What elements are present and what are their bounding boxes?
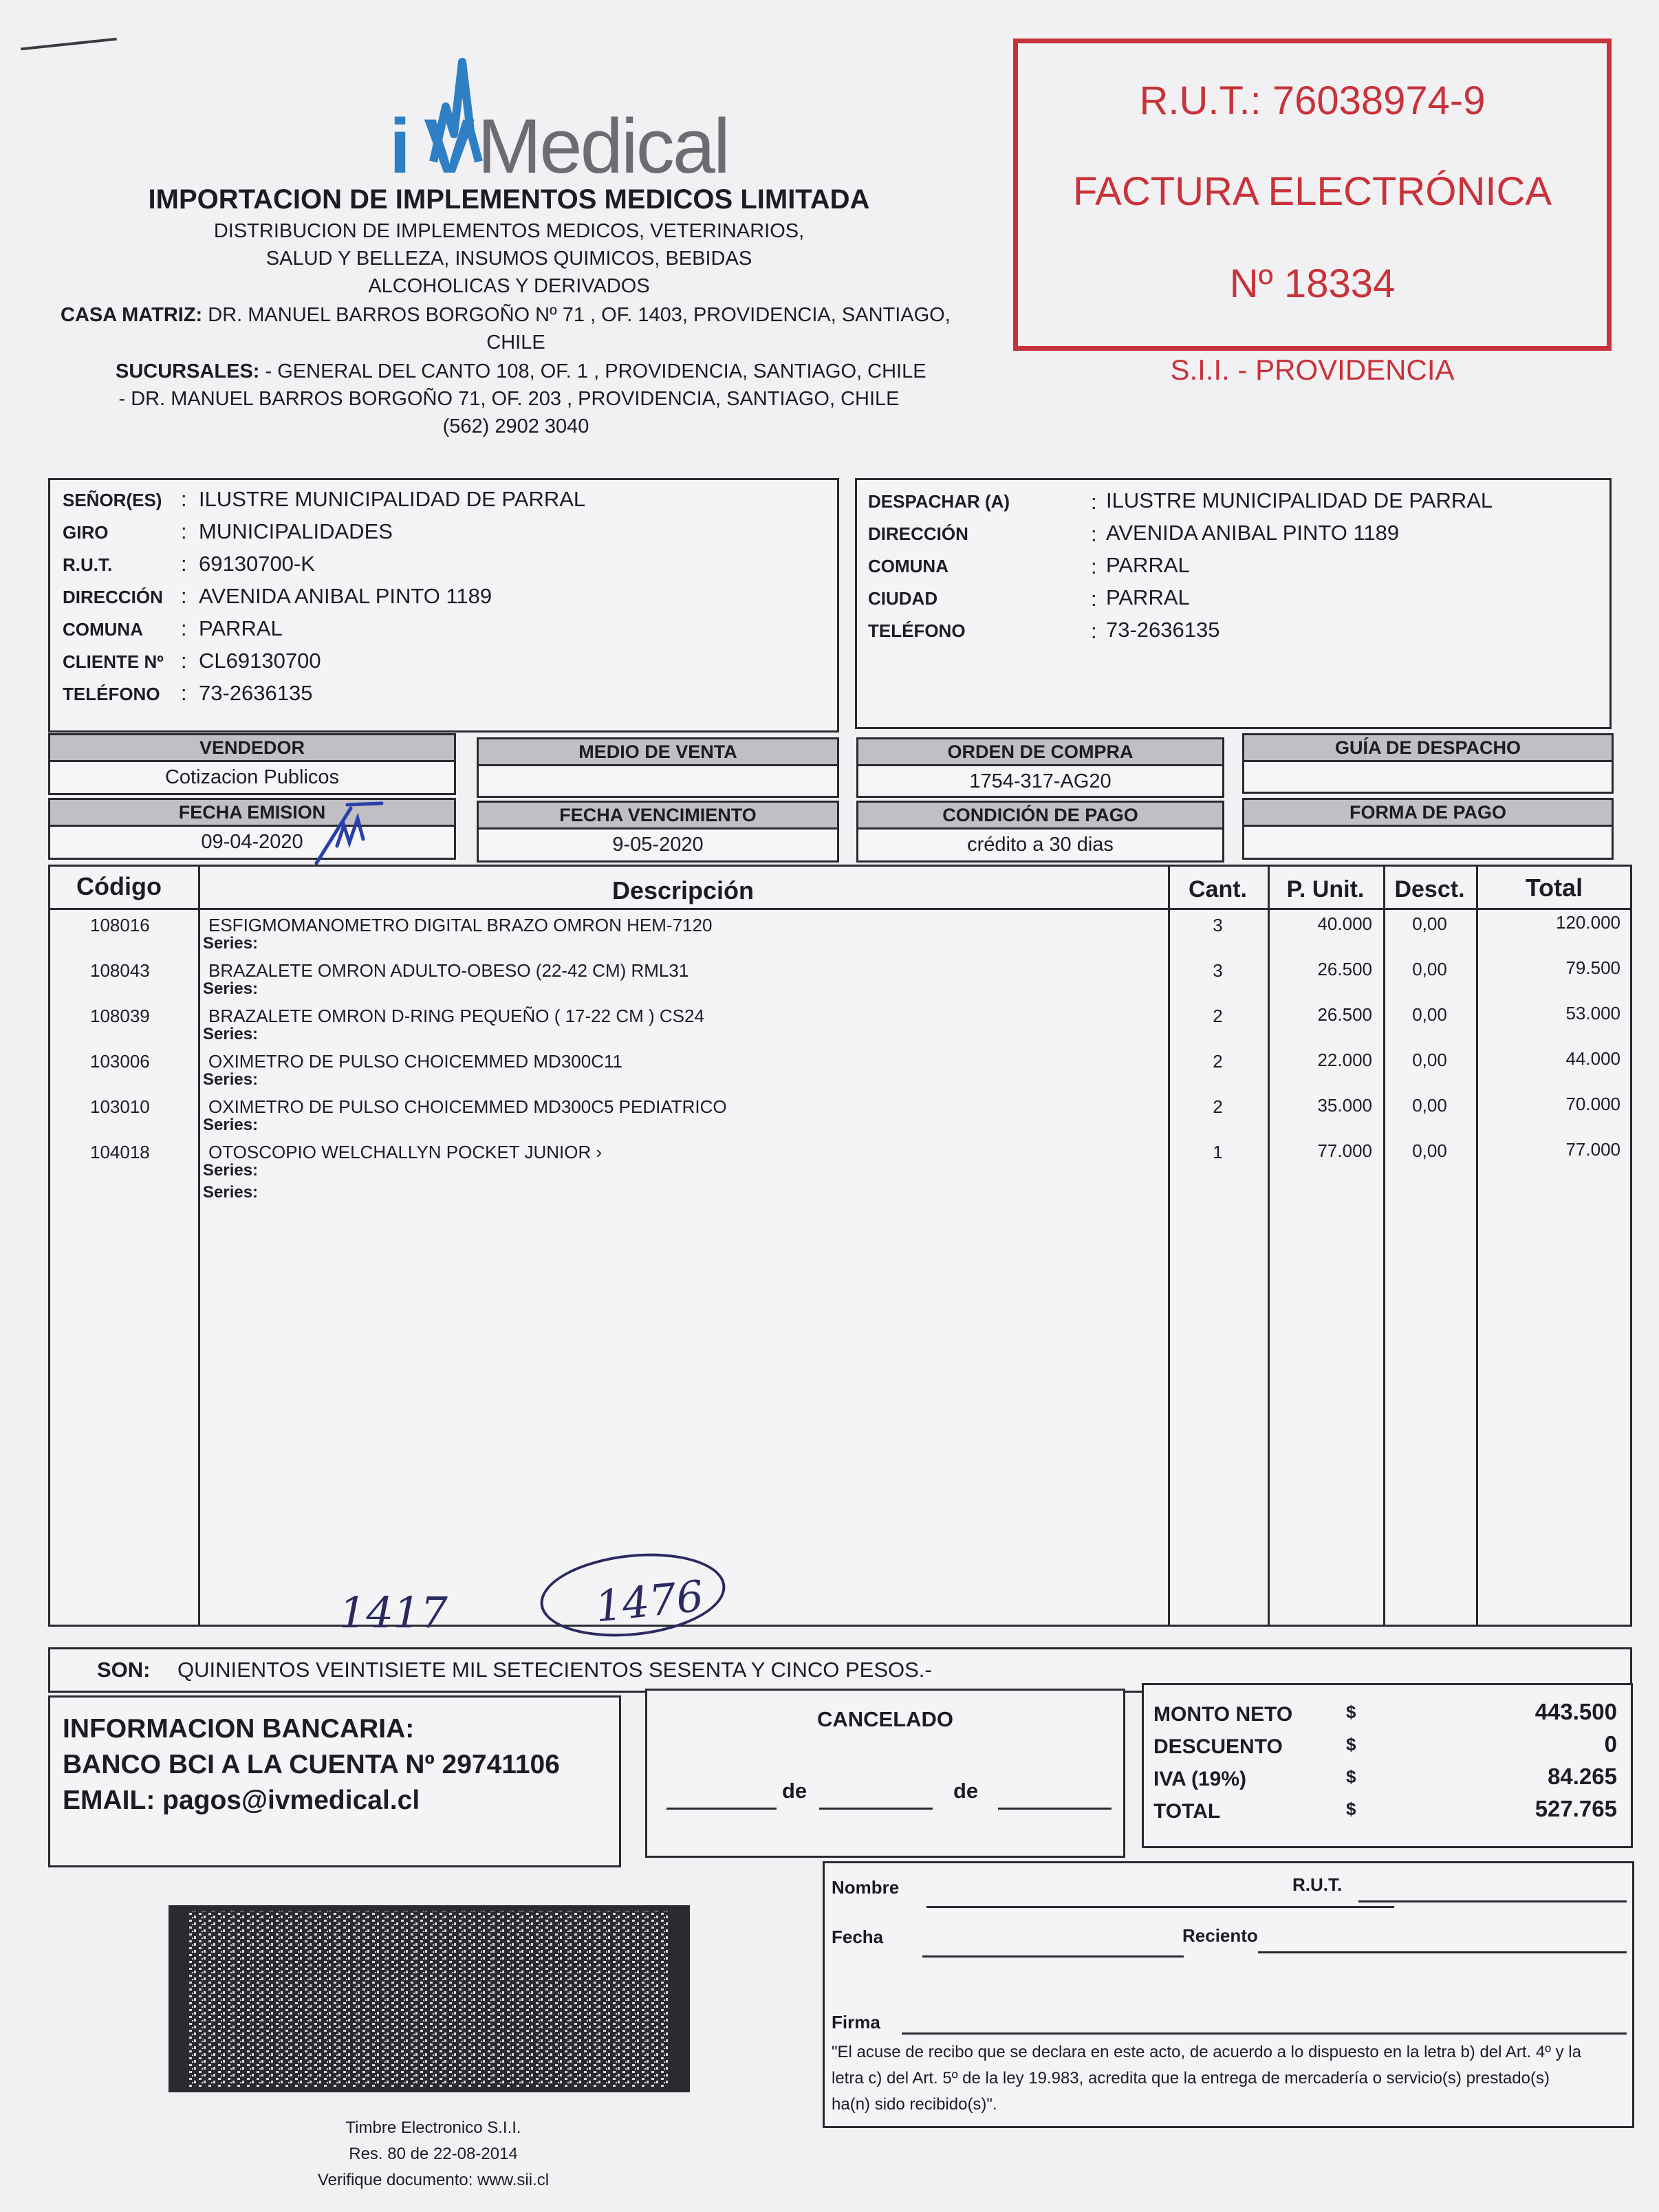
receipt-firma-line	[902, 2032, 1627, 2035]
item-qty: 3	[1213, 960, 1223, 981]
vendedor-header: VENDEDOR	[48, 733, 456, 762]
barcode-pattern	[169, 1905, 690, 2092]
condicion-pago-value: crédito a 30 dias	[856, 830, 1224, 863]
client-value: MUNICIPALIDADES	[199, 519, 393, 543]
client-label: R.U.T.	[63, 554, 113, 575]
client-colon: :	[181, 519, 187, 543]
sucursal-2: - DR. MANUEL BARROS BORGOÑO 71, OF. 203 , PROVIDENCIA, SANTIAGO, CHILE	[118, 388, 900, 410]
client-value: 73-2636135	[199, 681, 313, 705]
handwritten-initials	[310, 798, 385, 867]
son-label: SON:	[97, 1658, 151, 1682]
document-type: FACTURA ELECTRÓNICA	[1072, 169, 1552, 214]
totals-value: 84.265	[1548, 1764, 1617, 1789]
item-discount: 0,00	[1412, 1140, 1447, 1161]
totals-currency: $	[1346, 1702, 1356, 1722]
item-discount: 0,00	[1412, 1095, 1447, 1116]
receipt-legal-text: "El acuse de recibo que se declara en este acto, de acuerdo a lo dispuesto en la letra b) del Art. 4º y la letra c) del Art. 5º de la ley 19.983, acredita que la entrega de mercadería o servicio(s) prestado(s) ha(n) sido recibido(s)".	[832, 2043, 1581, 2114]
client-label: SEÑOR(ES)	[63, 490, 162, 510]
dispatch-box	[855, 478, 1612, 729]
totals-label: MONTO NETO	[1153, 1703, 1293, 1726]
bank-line-3: EMAIL: pagos@ivmedical.cl	[63, 1786, 420, 1815]
item-total: 53.000	[1565, 1003, 1620, 1023]
item-total: 120.000	[1556, 912, 1620, 933]
client-label: DIRECCIÓN	[63, 587, 163, 607]
item-unit-price: 26.500	[1317, 959, 1372, 979]
cancelado-title: CANCELADO	[816, 1707, 954, 1731]
casa-matriz	[61, 304, 968, 327]
totals-label: TOTAL	[1153, 1800, 1221, 1823]
client-colon: :	[181, 616, 187, 640]
receipt-recinto-line	[1258, 1951, 1627, 1953]
item-unit-price: 40.000	[1317, 913, 1372, 934]
issuer-rut: R.U.T.: 76038974-9	[1139, 78, 1486, 123]
dispatch-value: PARRAL	[1106, 553, 1190, 577]
item-series-label: Series:	[203, 1183, 259, 1202]
item-total: 77.000	[1565, 1139, 1620, 1160]
sii-office: S.I.I. - PROVIDENCIA	[1170, 354, 1455, 386]
item-code: 103010	[90, 1096, 150, 1117]
client-label: COMUNA	[63, 619, 143, 640]
son-text: QUINIENTOS VEINTISIETE MIL SETECIENTOS SESENTA Y CINCO PESOS.-	[177, 1658, 932, 1682]
sucursales	[116, 360, 941, 383]
timbre-line-2: Res. 80 de 22-08-2014	[349, 2145, 518, 2163]
totals-currency: $	[1346, 1799, 1356, 1819]
handwritten-note-2-text: 1476	[592, 1570, 706, 1632]
company-line2: SALUD Y BELLEZA, INSUMOS QUIMICOS, BEBIDAS	[265, 248, 752, 270]
item-qty: 2	[1213, 1006, 1223, 1026]
totals-box	[1142, 1683, 1633, 1848]
col-sep-desc	[198, 867, 200, 1625]
client-value: AVENIDA ANIBAL PINTO 1189	[199, 584, 492, 608]
orden-compra-header: ORDEN DE COMPRA	[856, 737, 1224, 766]
col-header-desc: Descripción	[611, 876, 755, 904]
client-colon: :	[181, 487, 187, 511]
handwritten-note-2	[536, 1545, 730, 1645]
orden-compra-value: 1754-317-AG20	[856, 766, 1224, 798]
condicion-pago-header: CONDICIÓN DE PAGO	[856, 801, 1224, 830]
cancelado-day-line	[666, 1808, 777, 1810]
item-description: ESFIGMOMANOMETRO DIGITAL BRAZO OMRON HEM-7120	[208, 915, 713, 935]
item-total: 79.500	[1565, 957, 1620, 978]
item-discount: 0,00	[1412, 959, 1447, 979]
timbre-line-1: Timbre Electronico S.I.I.	[345, 2118, 521, 2137]
item-description: BRAZALETE OMRON ADULTO-OBESO (22-42 CM) RML31	[208, 960, 689, 981]
client-colon: :	[181, 584, 187, 608]
item-code: 108039	[90, 1006, 150, 1026]
company-logo	[385, 41, 728, 189]
col-header-total: Total	[1525, 874, 1583, 902]
client-colon: :	[181, 649, 187, 673]
item-total: 70.000	[1565, 1094, 1620, 1114]
item-code: 103006	[90, 1051, 150, 1072]
col-sep-unit	[1268, 867, 1270, 1625]
totals-value: 0	[1604, 1731, 1617, 1757]
dispatch-value: AVENIDA ANIBAL PINTO 1189	[1106, 521, 1400, 545]
receipt-rut-line	[1358, 1900, 1627, 1902]
item-description: OTOSCOPIO WELCHALLYN POCKET JUNIOR ›	[208, 1142, 603, 1162]
item-discount: 0,00	[1412, 1004, 1447, 1025]
totals-label: DESCUENTO	[1153, 1735, 1283, 1758]
receipt-fecha-line	[922, 1955, 1184, 1958]
totals-label: IVA (19%)	[1153, 1768, 1247, 1790]
client-value: CL69130700	[199, 649, 321, 673]
item-code: 108016	[90, 915, 150, 935]
fecha-vencimiento-header: FECHA VENCIMIENTO	[477, 801, 839, 830]
sucursales-label: SUCURSALES:	[116, 360, 260, 382]
item-series-label: Series:	[203, 979, 259, 998]
totals-currency: $	[1346, 1766, 1356, 1787]
dispatch-colon: :	[1091, 490, 1097, 514]
handwritten-note-1: 1417	[339, 1587, 448, 1638]
receipt-firma-label: Firma	[832, 2012, 880, 2032]
receipt-rut-label: R.U.T.	[1292, 1874, 1343, 1895]
pen-mark	[21, 38, 117, 51]
col-header-disc: Desct.	[1394, 876, 1465, 902]
receipt-nombre-label: Nombre	[832, 1877, 900, 1898]
client-box	[48, 478, 839, 733]
logo-v: V	[424, 103, 475, 189]
item-qty: 2	[1213, 1096, 1223, 1117]
cancelado-de-2: de	[953, 1779, 979, 1803]
casa-matriz-country: CHILE	[486, 332, 545, 354]
item-qty: 2	[1213, 1051, 1223, 1072]
item-description: BRAZALETE OMRON D-RING PEQUEÑO ( 17-22 CM ) CS24	[208, 1006, 704, 1026]
dispatch-colon: :	[1091, 587, 1097, 611]
bank-line-2: BANCO BCI A LA CUENTA Nº 29741106	[63, 1750, 560, 1779]
casa-matriz-text: DR. MANUEL BARROS BORGOÑO Nº 71 , OF. 1403, PROVIDENCIA, SANTIAGO,	[208, 304, 951, 326]
guia-despacho-value	[1242, 762, 1614, 794]
receipt-fecha-label: Fecha	[832, 1927, 884, 1947]
col-sep-total	[1476, 867, 1478, 1625]
item-unit-price: 35.000	[1317, 1095, 1372, 1116]
receipt-recinto-label: Reciento	[1182, 1925, 1258, 1946]
client-colon: :	[181, 552, 187, 576]
logo-i: i	[389, 103, 411, 189]
item-discount: 0,00	[1412, 1050, 1447, 1070]
dispatch-label: CIUDAD	[868, 588, 938, 609]
col-header-code: Código	[76, 872, 162, 900]
cancelado-de-1: de	[782, 1779, 807, 1803]
totals-value: 443.500	[1535, 1699, 1617, 1724]
bank-info-box	[48, 1695, 621, 1867]
receipt-nombre-line	[926, 1906, 1394, 1908]
document-number: Nº 18334	[1229, 261, 1396, 306]
item-series-label: Series:	[203, 934, 259, 953]
item-description: OXIMETRO DE PULSO CHOICEMMED MD300C11	[208, 1051, 622, 1072]
item-unit-price: 22.000	[1317, 1050, 1372, 1070]
dispatch-value: 73-2636135	[1106, 618, 1220, 642]
client-label: CLIENTE Nº	[63, 651, 164, 672]
item-description: OXIMETRO DE PULSO CHOICEMMED MD300C5 PEDIATRICO	[208, 1096, 727, 1117]
item-series-label: Series:	[203, 1161, 259, 1180]
client-value: ILUSTRE MUNICIPALIDAD DE PARRAL	[199, 487, 586, 511]
client-colon: :	[181, 681, 187, 705]
dispatch-label: COMUNA	[868, 556, 948, 576]
item-discount: 0,00	[1412, 913, 1447, 934]
logo-medical: Medical	[477, 103, 728, 189]
item-unit-price: 26.500	[1317, 1004, 1372, 1025]
client-value: PARRAL	[199, 616, 283, 640]
vendedor-value: Cotizacion Publicos	[48, 762, 456, 795]
cancelado-box	[645, 1689, 1125, 1858]
col-header-unit: P. Unit.	[1286, 876, 1365, 902]
company-name: IMPORTACION DE IMPLEMENTOS MEDICOS LIMITADA	[148, 184, 870, 215]
dispatch-colon: :	[1091, 619, 1097, 643]
item-series-label: Series:	[203, 1116, 259, 1134]
document-stamp-box	[1013, 39, 1612, 351]
forma-pago-value	[1242, 827, 1614, 860]
item-unit-price: 77.000	[1317, 1140, 1372, 1161]
medio-venta-header: MEDIO DE VENTA	[477, 737, 839, 766]
item-total: 44.000	[1565, 1048, 1620, 1069]
items-table	[48, 865, 1632, 1638]
item-qty: 1	[1213, 1142, 1223, 1162]
totals-currency: $	[1346, 1734, 1356, 1755]
forma-pago-header: FORMA DE PAGO	[1242, 798, 1614, 827]
casa-matriz-label: CASA MATRIZ:	[61, 304, 203, 326]
dispatch-colon: :	[1091, 554, 1097, 578]
col-header-qty: Cant.	[1189, 876, 1247, 902]
company-phone: (562) 2902 3040	[442, 415, 589, 437]
guia-despacho-header: GUÍA DE DESPACHO	[1242, 733, 1614, 762]
bank-line-1: INFORMACION BANCARIA:	[63, 1714, 415, 1744]
item-code: 104018	[90, 1142, 150, 1162]
item-qty: 3	[1213, 915, 1223, 935]
medio-venta-value	[477, 766, 839, 798]
table-header-rule	[50, 908, 1630, 910]
client-value: 69130700-K	[199, 552, 315, 576]
dispatch-colon: :	[1091, 522, 1097, 546]
col-sep-disc	[1383, 867, 1385, 1625]
dispatch-value: ILUSTRE MUNICIPALIDAD DE PARRAL	[1106, 488, 1493, 512]
fecha-emision-header: FECHA EMISION	[48, 798, 456, 827]
company-line3: ALCOHOLICAS Y DERIVADOS	[368, 275, 650, 297]
dispatch-label: DESPACHAR (A)	[868, 491, 1010, 512]
client-label: GIRO	[63, 522, 109, 543]
item-code: 108043	[90, 960, 150, 981]
dispatch-label: DIRECCIÓN	[868, 523, 968, 544]
dispatch-label: TELÉFONO	[868, 620, 966, 641]
timbre-barcode	[169, 1905, 690, 2092]
fecha-vencimiento-value: 9-05-2020	[477, 830, 839, 863]
fecha-emision-value: 09-04-2020	[48, 827, 456, 860]
item-series-label: Series:	[203, 1025, 259, 1043]
client-label: TELÉFONO	[63, 684, 160, 704]
sucursal-1: - GENERAL DEL CANTO 108, OF. 1 , PROVIDENCIA, SANTIAGO, CHILE	[265, 360, 926, 382]
cancelado-month-line	[819, 1808, 933, 1810]
cancelado-year-line	[998, 1808, 1112, 1810]
company-line1: DISTRIBUCION DE IMPLEMENTOS MEDICOS, VETERINARIOS,	[213, 220, 805, 242]
timbre-line-3: Verifique documento: www.sii.cl	[317, 2171, 550, 2189]
dispatch-value: PARRAL	[1106, 585, 1190, 609]
receipt-box	[823, 1861, 1634, 2128]
item-series-label: Series:	[203, 1070, 259, 1089]
totals-value: 527.765	[1535, 1796, 1617, 1821]
